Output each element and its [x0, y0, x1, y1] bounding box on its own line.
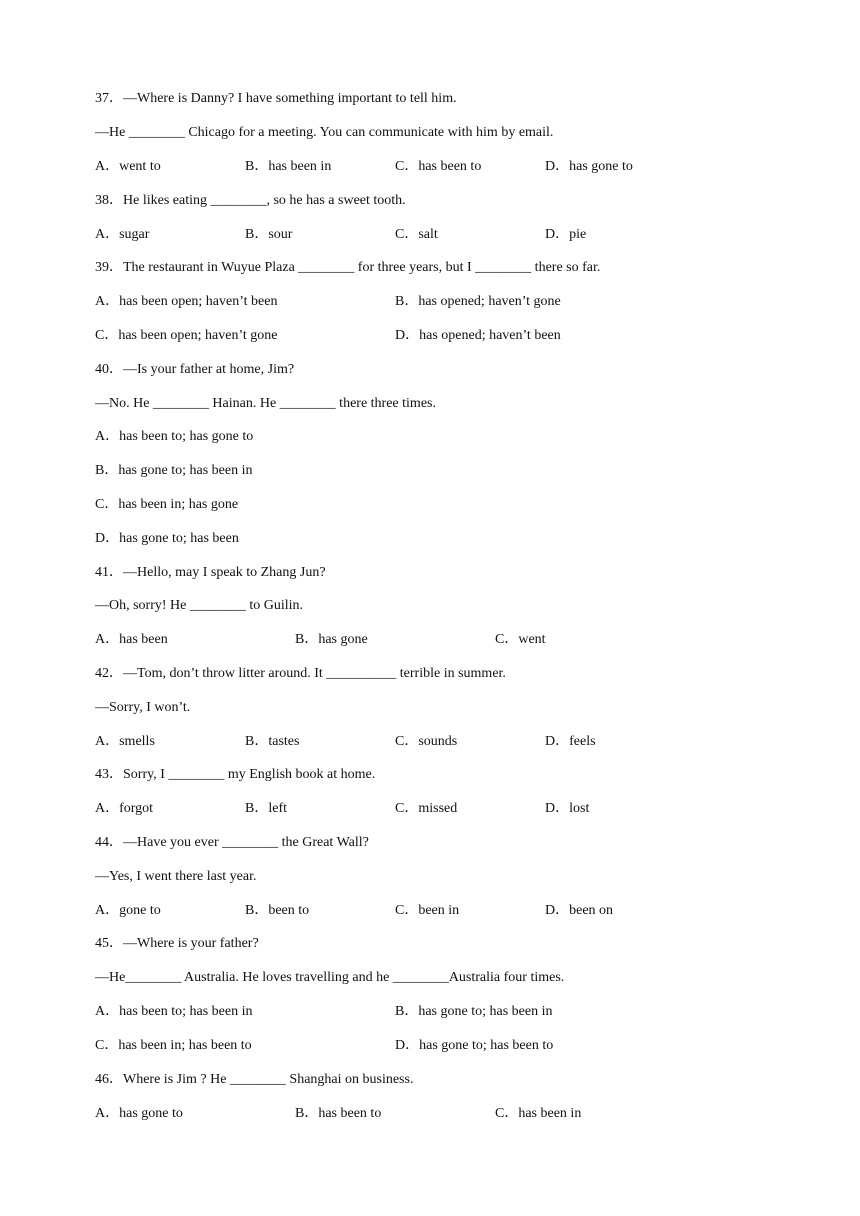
option-c: C．missed — [395, 801, 458, 816]
option-d: D．has gone to; has been — [95, 531, 239, 546]
question-stem: —He ________ Chicago for a meeting. You can communicate with him by email. — [95, 125, 554, 140]
option-c: C．been in — [395, 903, 460, 918]
option-a: A．forgot — [95, 801, 154, 816]
option-d: D．pie — [545, 227, 587, 242]
option-a: A．has been to; has been in — [95, 1004, 253, 1019]
question-stem: —Yes, I went there last year. — [95, 869, 257, 884]
option-c: C．went — [495, 632, 546, 647]
option-b: B．sour — [245, 227, 293, 242]
option-c: C．salt — [395, 227, 438, 242]
question-stem: —He________ Australia. He loves travelling and he ________Australia four times. — [95, 970, 565, 985]
question-stem: 45．—Where is your father? — [95, 936, 259, 951]
option-d: D．been on — [545, 903, 614, 918]
option-b: B．left — [245, 801, 287, 816]
option-a: A．has been open; haven’t been — [95, 294, 278, 309]
option-c: C．has been to — [395, 159, 482, 174]
option-c: C．has been in — [495, 1106, 582, 1121]
option-c: C．has been in; has been to — [95, 1038, 252, 1053]
option-b: B．has been in — [245, 159, 332, 174]
question-stem: 46．Where is Jim ? He ________ Shanghai on business. — [95, 1072, 414, 1087]
question-stem: 37．—Where is Danny? I have something important to tell him. — [95, 91, 457, 106]
question-stem: 40．—Is your father at home, Jim? — [95, 362, 295, 377]
option-a: A．gone to — [95, 903, 161, 918]
question-stem: 38．He likes eating ________, so he has a sweet tooth. — [95, 193, 406, 208]
option-b: B．has gone to; has been in — [395, 1004, 553, 1019]
option-b: B．has been to — [295, 1106, 382, 1121]
option-a: A．has been — [95, 632, 168, 647]
option-b: B．has gone to; has been in — [95, 463, 253, 478]
question-stem: 43．Sorry, I ________ my English book at home. — [95, 767, 376, 782]
question-stem: 41．—Hello, may I speak to Zhang Jun? — [95, 565, 326, 580]
option-a: A．has been to; has gone to — [95, 429, 254, 444]
option-c: C．has been open; haven’t gone — [95, 328, 278, 343]
option-d: D．has opened; haven’t been — [395, 328, 561, 343]
question-stem: 44．—Have you ever ________ the Great Wall? — [95, 835, 369, 850]
question-stem: 39．The restaurant in Wuyue Plaza ________ for three years, but I ________ there so far. — [95, 260, 601, 275]
option-b: B．tastes — [245, 734, 300, 749]
option-d: D．has gone to; has been to — [395, 1038, 554, 1053]
option-a: A．smells — [95, 734, 155, 749]
question-stem: —Sorry, I won’t. — [95, 700, 191, 715]
question-stem: —Oh, sorry! He ________ to Guilin. — [95, 598, 304, 613]
option-b: B．has opened; haven’t gone — [395, 294, 561, 309]
option-a: A．went to — [95, 159, 161, 174]
option-c: C．sounds — [395, 734, 458, 749]
question-stem: —No. He ________ Hainan. He ________ there three times. — [95, 396, 436, 411]
option-d: D．feels — [545, 734, 596, 749]
option-a: A．sugar — [95, 227, 150, 242]
option-b: B．been to — [245, 903, 310, 918]
option-d: D．has gone to — [545, 159, 633, 174]
option-d: D．lost — [545, 801, 590, 816]
option-c: C．has been in; has gone — [95, 497, 239, 512]
option-b: B．has gone — [295, 632, 368, 647]
question-stem: 42．—Tom, don’t throw litter around. It __________ terrible in summer. — [95, 666, 506, 681]
option-a: A．has gone to — [95, 1106, 183, 1121]
